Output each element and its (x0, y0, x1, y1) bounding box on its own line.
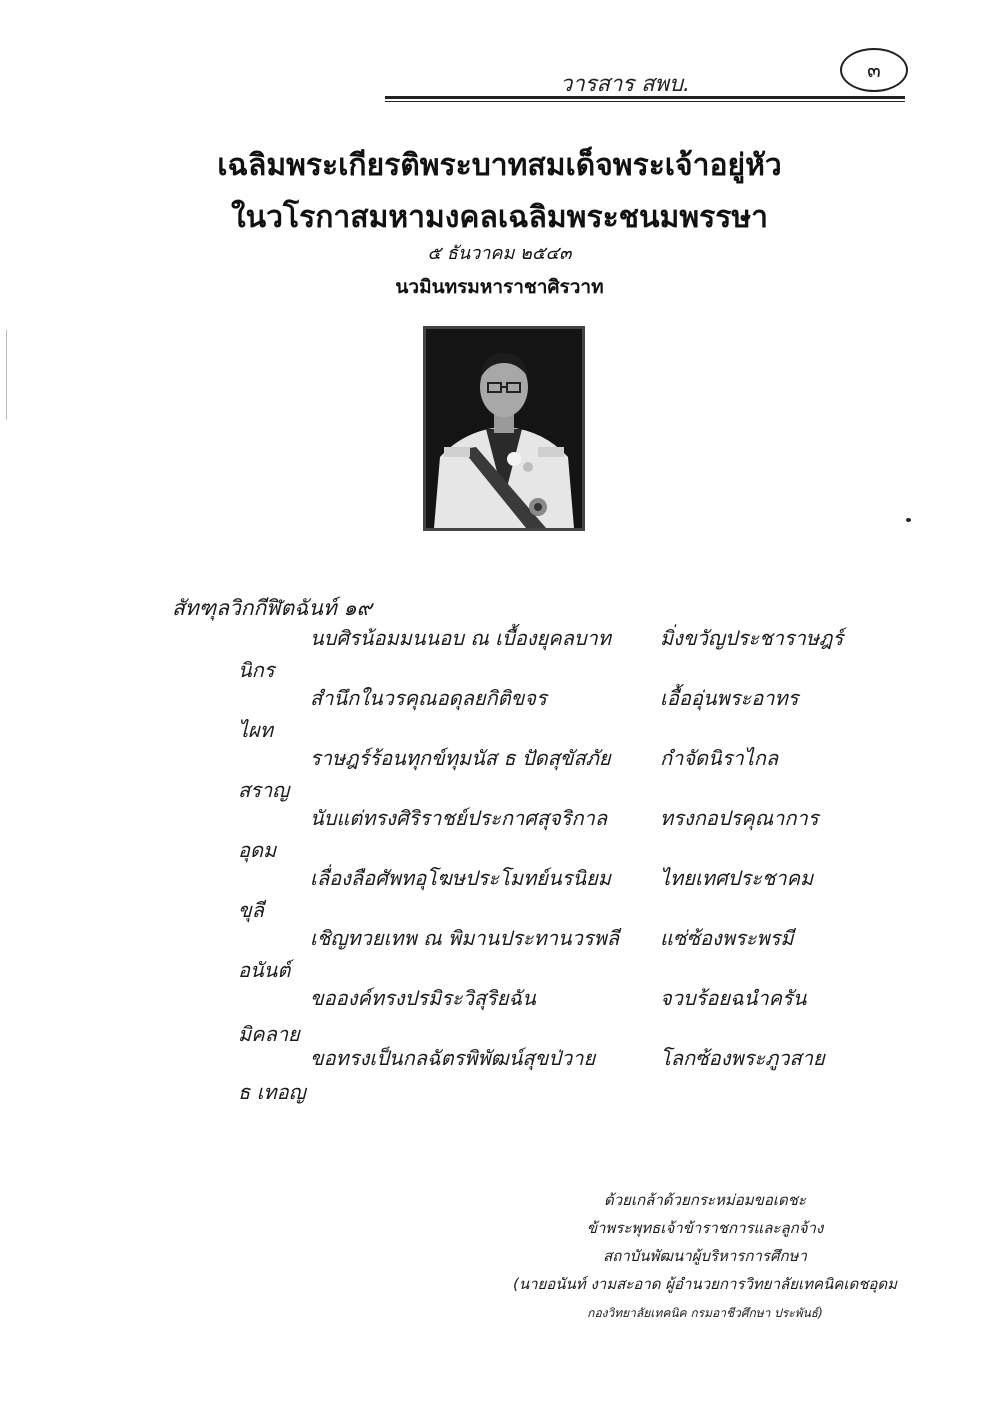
verse-left: เชิญทวยเทพ ณ พิมานประทานวรพลี (310, 926, 620, 950)
verse-right: มิ่งขวัญประชาราษฎร์ (660, 626, 844, 650)
verse-left: ขอองค์ทรงปรมิระวิสุริยฉัน (310, 986, 536, 1010)
signature-line-2: ข้าพระพุทธเจ้าข้าราชการและลูกจ้าง (586, 1219, 824, 1237)
verse-right: ทรงกอปรคุณาการ (660, 806, 819, 830)
verse-right: โลกซ้องพระภูวสาย (660, 1046, 825, 1070)
verse-right: กำจัดนิราไกล (660, 746, 779, 770)
stray-ink-dot (906, 518, 911, 522)
journal-name: วารสาร สพบ. (560, 72, 691, 97)
signature-line-1: ด้วยเกล้าด้วยกระหม่อมขอเดชะ (604, 1191, 806, 1209)
verse-continuation: มิคลาย (238, 1022, 300, 1046)
verse-left: นับแต่ทรงศิริราชย์ประกาศสุจริกาล (310, 806, 608, 830)
verse-left: นบศิรน้อมมนนอบ ณ เบื้องยุคลบาท (310, 626, 611, 650)
signature-line-4: (นายอนันท์ งามสะอาด ผู้อำนวยการวิทยาลัยเทคนิคเดชอุดม (512, 1275, 898, 1293)
page-number-text: ๓ (867, 58, 881, 82)
header-rule (385, 96, 905, 102)
verse-left: สำนึกในวรคุณอดุลยกิติขจร (310, 686, 547, 710)
verse-continuation: นิกร (238, 658, 275, 682)
signature-line-3: สถาบันพัฒนาผู้บริหารการศึกษา (603, 1247, 807, 1265)
verse-continuation: สราญ (238, 778, 290, 802)
signature-line-5: กองวิทยาลัยเทคนิค กรมอาชีวศึกษา ประพันธ์) (587, 1306, 823, 1320)
verse-continuation: ไผท (238, 718, 273, 742)
verse-left: เลื่องลือศัพทอุโฆษประโมทย์นรนิยม (310, 866, 611, 890)
portrait-photo (423, 326, 585, 531)
title-line-1: เฉลิมพระเกียรติพระบาทสมเด็จพระเจ้าอยู่หัว (217, 148, 782, 183)
page-edge-line (6, 330, 7, 420)
verse-continuation: ธ เทอญ (238, 1080, 306, 1104)
page-number (840, 48, 908, 92)
signature-block (480, 1186, 930, 1328)
portrait-image (426, 329, 582, 528)
verse-right: แซ่ซ้องพระพรมี (660, 926, 794, 950)
verse-right: เอื้ออุ่นพระอาทร (660, 686, 799, 710)
title-date: ๕ ธันวาคม ๒๕๔๓ (427, 243, 572, 264)
verse-left: ราษฎร์ร้อนทุกข์ทุมนัส ธ ปัดสุขัสภัย (310, 746, 611, 770)
verse-right: ไทยเทศประชาคม (660, 866, 814, 890)
verse-continuation: อนันต์ (238, 958, 291, 982)
verse-continuation: อุดม (238, 838, 277, 862)
verse-right: จวบร้อยฉนำครัน (660, 986, 807, 1010)
poem-heading: สัทฑุลวิกกีฬิตฉันท์ ๑๙ (172, 596, 373, 620)
title-subtitle: นวมินทรมหาราชาศิรวาท (395, 276, 604, 298)
verse-continuation: ขุลี (238, 898, 264, 922)
verse-left: ขอทรงเป็นกลฉัตรพิพัฒน์สุขป่วาย (310, 1046, 596, 1070)
title-line-2: ในวโรกาสมหามงคลเฉลิมพระชนมพรรษา (231, 200, 768, 235)
